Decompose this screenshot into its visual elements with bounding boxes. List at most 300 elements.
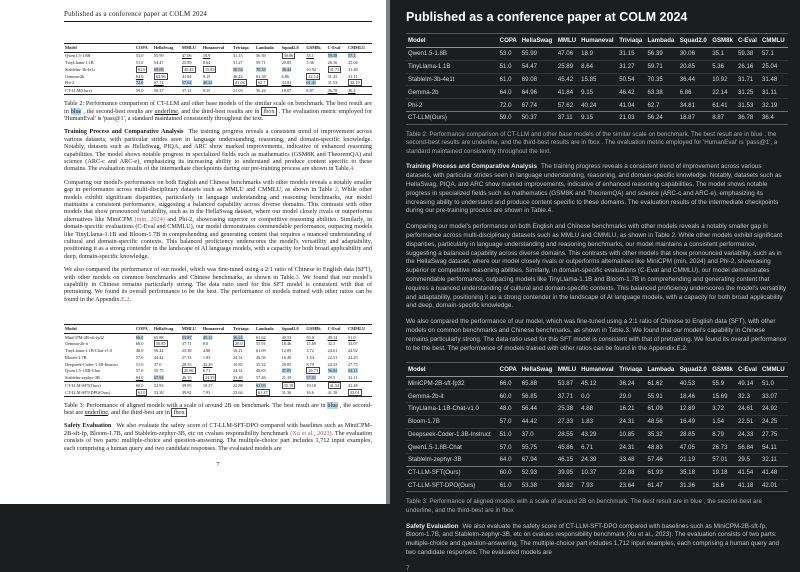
table-row xyxy=(64,334,372,341)
model-name: Phi-2 xyxy=(65,80,75,86)
metric-value: 12.89 xyxy=(678,402,711,415)
marked-value-blue: 70.35 xyxy=(256,66,266,72)
metric-value: 31.15 xyxy=(617,48,645,61)
column-header: Model xyxy=(406,363,498,377)
metric-value: 41.18 xyxy=(327,389,338,395)
metric-value: 10.37 xyxy=(579,466,617,479)
metric-value: 45.42 xyxy=(556,73,579,86)
text-run: blue xyxy=(70,107,82,115)
metric-value: 3.72 xyxy=(710,402,736,415)
metric-value: 20.85 xyxy=(678,60,711,73)
metric-value: 36.78 xyxy=(736,111,760,124)
model-name: CT-LLM(Ours) xyxy=(64,87,135,95)
metric-value: 18.46 xyxy=(678,390,711,403)
text-run: . We found that our model's capability in Chinese remains particularly strong. The data ratio used for this SFT model is consistent with that of pretraining. We found its overall performance to be the best. The performance of models trained with other ratios can be found in the Appendix. xyxy=(64,273,372,303)
metric-value: 36.44 xyxy=(678,73,711,86)
marked-value-box: 41.54 xyxy=(329,382,340,388)
marked-value-ul: 43.29 xyxy=(202,361,213,367)
metric-value xyxy=(347,80,372,87)
metric-value: 3.72 xyxy=(306,348,314,354)
table-row xyxy=(406,390,788,403)
marked-value-blue: 57.62 xyxy=(181,80,192,86)
text-run: fbox xyxy=(263,107,275,115)
metric-value: 39.95 xyxy=(556,466,579,479)
metric-value: 8.64 xyxy=(579,60,617,73)
metric-value: 39.95 xyxy=(181,382,202,389)
paragraph-safety-evaluation xyxy=(406,523,788,558)
table-row xyxy=(64,52,372,59)
text-run: blue xyxy=(690,498,703,506)
text-run: . xyxy=(685,344,688,352)
metric-value: 54.47 xyxy=(520,60,556,73)
metric-value: 56.24 xyxy=(255,87,281,95)
model-name: CT-LLM-SFT-DPO(Ours) xyxy=(65,389,111,395)
metric-value: 37.11 xyxy=(181,87,202,95)
paragraph-benchmark-comparison xyxy=(406,223,788,311)
metric-value: 25.89 xyxy=(556,60,579,73)
metric-value: 32.19 xyxy=(760,99,788,112)
internal-ref-link[interactable]: 2 xyxy=(334,186,338,194)
metric-value: 50.37 xyxy=(520,111,556,124)
marked-value-box: 31.71 xyxy=(329,66,340,72)
metric-value xyxy=(135,66,153,73)
table-header-row xyxy=(64,44,372,53)
metric-value: 31.48 xyxy=(760,73,788,86)
column-header: Triviaqa xyxy=(617,363,645,377)
metric-value: 31.36 xyxy=(281,389,292,395)
metric-value: 24.31 xyxy=(617,415,645,428)
metric-value: 28.55 xyxy=(556,428,579,441)
marked-value-box: 61.0 xyxy=(137,66,146,72)
metric-value xyxy=(135,334,153,341)
column-header: GSM8k xyxy=(305,44,326,53)
metric-value: 47.06 xyxy=(556,48,579,61)
metric-value: 44.42 xyxy=(153,354,164,360)
metric-value: 31.11 xyxy=(347,73,358,79)
table-row xyxy=(406,415,788,428)
metric-value: 35.18 xyxy=(678,466,711,479)
paragraph-lead: Training Process and Comparative Analysis xyxy=(406,163,537,171)
metric-value: 70.35 xyxy=(646,73,678,86)
metric-value: 55.9 xyxy=(710,377,736,390)
model-name: Qwen1.5-1.8B xyxy=(65,53,91,59)
text-run: We also evaluate the safety score of CT-LLM-SFT-DPO compared with baselines such as MiniCPM-2B-sft-fp, Bloom-1.7B, and Stablelm-zephyr-3B, etc on cvalues responsibility benchmark xyxy=(406,522,767,539)
internal-ref-link[interactable]: 3 xyxy=(625,327,629,335)
text-run: . While other models exhibit significant disparities, particularly in language understanding and reasoning benchmarks, our model maintains a consistent performance, suggesting a balanced capability across diverse domains. This contrasts with other models that show pronounced variability, such as in the HellaSwag dataset, where our model closely rivals or outperforms alternatives like MiniCPM xyxy=(64,186,372,223)
metric-value: 24.61 xyxy=(327,348,338,354)
column-header: HellaSwag xyxy=(153,325,181,334)
metric-value: 10.85 xyxy=(617,428,645,441)
metric-value: 48.0 xyxy=(135,348,144,354)
model-name: TinyLlama-1.1B xyxy=(406,60,498,73)
metric-value xyxy=(153,374,181,381)
metric-value: 19.18 xyxy=(305,382,326,389)
metric-value: 10.92 xyxy=(710,73,736,86)
table-row xyxy=(64,80,372,87)
marked-value-ul: 61.62 xyxy=(256,334,266,340)
marked-value-box: 30.06 xyxy=(283,53,294,59)
metric-value xyxy=(281,52,306,59)
table-row xyxy=(406,454,788,467)
metric-value xyxy=(255,66,281,73)
metric-value xyxy=(202,334,232,341)
metric-value xyxy=(281,66,306,73)
metric-value: 35.32 xyxy=(646,428,678,441)
model-name: Phi-2 xyxy=(406,99,498,112)
metric-value: 24.31 xyxy=(233,368,243,374)
table-row xyxy=(406,60,788,73)
internal-ref-link[interactable]: 2 xyxy=(671,232,676,240)
marked-value-ul: 67.74 xyxy=(153,80,164,86)
marked-value-box: 42.01 xyxy=(349,389,360,395)
metric-value xyxy=(255,80,281,87)
metric-value xyxy=(255,334,281,341)
metric-value xyxy=(347,368,372,375)
metric-value: 37.71 xyxy=(181,341,192,347)
metric-value: 31.27 xyxy=(233,60,243,66)
internal-ref-link[interactable]: 4 xyxy=(547,207,552,215)
metric-value: 20.85 xyxy=(281,60,292,66)
metric-value xyxy=(135,374,153,381)
text-run: . xyxy=(551,207,553,215)
text-run: The training progress reveals a consistent trend of improvement across various datasets, with particular strides seen in language understanding, reasoning, and domain-specific knowledge. Notably, datasets such as HellaSwag, PIQA, and ARC show marked improvements, indicative of enhanced reasoning capabilities. The model shows notable progress in specialized fields such as mathematics (GSM8K and TheoremQA) and science (ARC-c and ARC-e), emphasizing its increasing ability to understand and produce content specific to these domains. The evaluation results of the intermediate checkpoints during our pre-training process are shown in Table. xyxy=(64,128,372,173)
metric-value: 41.18 xyxy=(736,479,760,492)
metric-value xyxy=(202,66,232,73)
citation-link[interactable]: (min, 2024) xyxy=(673,258,706,266)
metric-value: 36.4 xyxy=(760,111,788,124)
text-run: . xyxy=(353,165,355,173)
table-row xyxy=(64,368,372,375)
metric-value: 59.71 xyxy=(646,60,678,73)
metric-value: 25.89 xyxy=(181,60,192,66)
metric-value xyxy=(232,66,255,73)
metric-value: 28.55 xyxy=(181,361,192,367)
metric-value: 51.0 xyxy=(498,428,520,441)
metric-value xyxy=(232,80,255,87)
metric-value xyxy=(305,368,326,375)
metric-value: 57.01 xyxy=(710,454,736,467)
model-name: CT-LLM(Ours) xyxy=(406,111,498,124)
metric-value: 29.5 xyxy=(327,375,336,381)
metric-value: 15.69 xyxy=(306,341,317,347)
text-run: underline xyxy=(84,409,108,417)
metric-value xyxy=(202,374,232,381)
metric-value: 21.19 xyxy=(678,454,711,467)
metric-value: 54.47 xyxy=(153,60,164,66)
marked-value-ul: 33.48 xyxy=(233,375,243,381)
model-name: Stablelm-zephyr-3B xyxy=(406,454,498,467)
metric-value xyxy=(202,80,232,87)
metric-value: 8.79 xyxy=(710,428,736,441)
paper-page-light xyxy=(0,0,386,504)
metric-value xyxy=(181,66,202,73)
table-row xyxy=(64,354,372,361)
metric-value: 57.62 xyxy=(556,99,579,112)
metric-value: 22.88 xyxy=(617,466,645,479)
metric-value: 63.38 xyxy=(646,86,678,99)
metric-value: 56.85 xyxy=(520,390,556,403)
metric-value: 29.5 xyxy=(736,454,760,467)
metric-value: 55.99 xyxy=(520,48,556,61)
table-row xyxy=(64,87,372,95)
paragraph-safety-evaluation xyxy=(64,422,372,452)
metric-value: 23.64 xyxy=(233,389,243,395)
metric-value: 64.0 xyxy=(498,86,520,99)
running-head: Published as a conference paper at COLM 2024 xyxy=(406,10,688,24)
column-header: MMLU xyxy=(556,363,579,377)
marked-value-box: 35.18 xyxy=(283,382,294,388)
column-header: Squad2.0 xyxy=(678,363,711,377)
metric-value: 57.0 xyxy=(135,354,144,360)
paragraph-training-analysis xyxy=(406,163,788,216)
metric-value: 31.53 xyxy=(736,99,760,112)
table-2 xyxy=(406,33,788,125)
text-run: We also evaluate the safety score of CT-LLM-SFT-DPO compared with baselines such as MiniCPM-2B-sft-fp, Bloom-1.7B, and Stablelm-zephyr-3B, etc on cvalues responsibility benchmark xyxy=(64,422,372,437)
internal-ref-link[interactable]: 4 xyxy=(350,165,354,173)
marked-value-box: 45.86 xyxy=(183,368,194,374)
table-row xyxy=(64,374,372,381)
text-run: We also compared the performance of our model, which was fine-tuned using a 2:1 ratio of Chinese to English data (SFT), with other models on common benchmarks and Chinese benchmarks, as shown in Table. xyxy=(406,318,776,335)
metric-value: 27.75 xyxy=(760,428,788,441)
metric-value: 52.93 xyxy=(153,382,181,389)
marked-value-box: 24.39 xyxy=(204,375,215,381)
metric-value: 61.0 xyxy=(498,73,520,86)
marked-value-ul: 55.9 xyxy=(306,334,314,340)
metric-value: 24.31 xyxy=(233,354,243,360)
marked-value-ul: 46.15 xyxy=(181,375,192,381)
metric-value: 32.3 xyxy=(327,341,336,347)
marked-value-ul: 18.9 xyxy=(202,53,211,59)
marked-value-ul: 46.42 xyxy=(233,73,243,79)
model-name: Gemma-2b-it xyxy=(65,341,89,347)
text-run: blue xyxy=(750,130,763,138)
text-run: . While other models exhibit significant disparities, particularly in language understanding and reasoning benchmarks, our model maintains a consistent performance, suggesting a balanced capability across diverse domains. This contrasts with other models that show pronounced variability, such as in the HellaSwag dataset, where our model closely rivals or outperforms alternatives like MiniCPM xyxy=(406,232,783,266)
metric-value: 51.0 xyxy=(498,60,520,73)
model-name: Gemma-2b xyxy=(65,73,85,79)
citation-link[interactable]: (min, 2024) xyxy=(134,215,165,223)
text-run: . We found that our model's capability in Chinese remains particularly strong. The data ratio used for this SFT model is consistent with that of pretraining. We found its overall performance to be the best. The performance of models trained with other ratios can be found in the Appendix. xyxy=(406,327,787,352)
text-run: , and the third-best results are in xyxy=(497,139,588,147)
metric-value: 53.87 xyxy=(556,377,579,390)
metric-value xyxy=(153,66,181,73)
marked-value-blue: 69.08 xyxy=(153,66,164,72)
metric-value: 27.75 xyxy=(347,361,358,367)
metric-value xyxy=(281,382,306,389)
metric-value: 67.94 xyxy=(520,454,556,467)
metric-value: 9.15 xyxy=(579,111,617,124)
text-run: . xyxy=(129,295,132,303)
metric-value: 41.48 xyxy=(347,382,372,389)
metric-value: 30.06 xyxy=(678,48,711,61)
column-header: C-Eval xyxy=(327,325,347,334)
metric-value: 59.0 xyxy=(135,87,153,95)
metric-value xyxy=(153,341,181,348)
metric-value: 48.83 xyxy=(256,368,266,374)
internal-ref-link[interactable]: E.2 xyxy=(121,295,130,303)
metric-value: 41.04 xyxy=(617,99,645,112)
metric-value: 24.92 xyxy=(347,348,358,354)
metric-value xyxy=(181,368,202,375)
metric-value xyxy=(232,341,255,348)
column-header: Humaneval xyxy=(579,363,617,377)
table-row xyxy=(64,341,372,348)
metric-value: 61.47 xyxy=(646,479,678,492)
column-header: Squad2.0 xyxy=(678,34,711,48)
metric-value: 51.0 xyxy=(135,60,144,66)
column-header: Model xyxy=(64,44,135,53)
metric-value xyxy=(202,52,232,59)
metric-value: 60.0 xyxy=(135,341,144,347)
metric-value: 42.01 xyxy=(760,479,788,492)
metric-value xyxy=(281,80,306,87)
marked-value-blue: 54.11 xyxy=(347,368,358,374)
metric-value xyxy=(327,87,347,95)
text-run: . The evaluation metric employed for 'HumanEval' is 'pass@1', a standard maintained consistently throughout the text. xyxy=(406,139,778,155)
marked-value-blue: 59.38 xyxy=(327,53,338,59)
column-header: COPA xyxy=(498,363,520,377)
metric-value: 69.08 xyxy=(520,73,556,86)
page-number: 7 xyxy=(216,461,220,469)
metric-value xyxy=(305,374,326,381)
metric-value: 55.75 xyxy=(520,441,556,454)
marked-value-box: 41.04 xyxy=(235,80,245,86)
marked-value-blue: 72.0 xyxy=(135,80,144,86)
paragraph-lead: Safety Evaluation xyxy=(64,422,112,430)
citation-link[interactable]: (Xu et al., 2023) xyxy=(290,429,332,437)
metric-value xyxy=(255,389,281,396)
metric-value: 47.05 xyxy=(678,441,711,454)
metric-value: 7.93 xyxy=(579,479,617,492)
metric-value: 1.83 xyxy=(579,415,617,428)
metric-value xyxy=(327,368,347,375)
column-header: HellaSwag xyxy=(520,34,556,48)
table-header-row xyxy=(64,325,372,334)
citation-link[interactable]: (Xu et al., 2023) xyxy=(626,531,672,539)
table-row xyxy=(406,402,788,415)
metric-value xyxy=(181,80,202,87)
metric-value: 21.03 xyxy=(617,111,645,124)
model-name: TinyLlama-1.1B-Chat-v1.0 xyxy=(406,402,498,415)
metric-value: 53.0 xyxy=(498,48,520,61)
marked-value-box: 56.85 xyxy=(155,341,166,347)
metric-value: 56.84 xyxy=(736,441,760,454)
column-header: Humaneval xyxy=(202,44,232,53)
metric-value: 61.09 xyxy=(256,348,266,354)
model-name: Stablelm-3b-4e1t xyxy=(65,66,95,72)
metric-value: 32.11 xyxy=(760,454,788,467)
model-name: TinyLlama-1.1B xyxy=(65,60,94,66)
metric-value: 9.15 xyxy=(202,73,211,79)
metric-value: 43.29 xyxy=(579,428,617,441)
table-2-caption xyxy=(64,100,372,122)
column-header: MMLU xyxy=(181,44,202,53)
metric-value: 55.91 xyxy=(256,341,266,347)
metric-value xyxy=(347,87,372,95)
metric-value: 53.38 xyxy=(153,389,164,395)
model-name: CT-LLM-SFT(Ours) xyxy=(64,382,135,389)
metric-value: 57.1 xyxy=(760,48,788,61)
internal-ref-link[interactable]: E.2 xyxy=(676,344,686,352)
paragraph-benchmark-comparison xyxy=(64,179,372,260)
text-run: , the second-best results are xyxy=(406,130,777,147)
metric-value: 0.0 xyxy=(579,390,617,403)
internal-ref-link[interactable]: 3 xyxy=(295,273,299,281)
metric-value: 56.39 xyxy=(256,53,266,59)
model-name: CT-LLM-SFT-DPO(Ours) xyxy=(406,479,498,492)
metric-value: 41.48 xyxy=(760,466,788,479)
metric-value: 66.0 xyxy=(498,377,520,390)
metric-value: 25.04 xyxy=(760,60,788,73)
marked-value-blue: 53.87 xyxy=(181,334,192,340)
metric-value: 37.0 xyxy=(153,361,162,367)
text-run: , the second-best are xyxy=(64,401,372,417)
metric-value: 22.14 xyxy=(710,86,736,99)
metric-value: 24.25 xyxy=(347,354,358,360)
metric-value: 55.91 xyxy=(646,390,678,403)
marked-value-box: 29.0 xyxy=(235,341,243,347)
metric-value: 57.0 xyxy=(498,441,520,454)
text-run: fbox xyxy=(587,139,600,147)
table-row xyxy=(64,66,372,73)
metric-value: 33.48 xyxy=(617,454,645,467)
marked-value-blue: 36.24 xyxy=(233,334,243,340)
metric-value: 25.38 xyxy=(181,348,192,354)
metric-value: 37.11 xyxy=(556,111,579,124)
marked-value-box: 15.85 xyxy=(204,66,215,72)
metric-value: 25.38 xyxy=(556,402,579,415)
paragraph-lead: Training Process and Comparative Analysis xyxy=(64,128,184,136)
metric-value xyxy=(135,73,153,80)
metric-value: 39.82 xyxy=(556,479,579,492)
text-run: , the second-best are xyxy=(702,498,762,506)
metric-value: 16.49 xyxy=(678,415,711,428)
paragraph-training-analysis xyxy=(64,128,372,172)
marked-value-ul: 64.0 xyxy=(135,73,144,79)
metric-value: 55.75 xyxy=(153,368,164,374)
metric-value: 18.46 xyxy=(281,341,292,347)
metric-value xyxy=(327,52,347,59)
column-header: Model xyxy=(406,34,498,48)
metric-value: 35.32 xyxy=(256,361,266,367)
metric-value xyxy=(305,52,326,59)
metric-value: 22.51 xyxy=(327,354,338,360)
table-3-caption xyxy=(406,498,788,515)
metric-value: 23.64 xyxy=(617,479,645,492)
table-2 xyxy=(64,43,372,95)
marked-value-blue: 50.54 xyxy=(233,66,243,72)
column-header: Triviaqa xyxy=(232,325,255,334)
metric-value: 41.84 xyxy=(556,86,579,99)
marked-value-blue: 61.41 xyxy=(306,80,317,86)
metric-value: 16.6 xyxy=(306,389,314,395)
metric-value xyxy=(305,73,326,80)
metric-value: 57.46 xyxy=(646,454,678,467)
metric-value: 16.49 xyxy=(281,354,292,360)
column-header: COPA xyxy=(135,325,153,334)
metric-value: 36.24 xyxy=(617,377,645,390)
metric-value: 10.92 xyxy=(306,66,317,72)
metric-value: 15.85 xyxy=(579,73,617,86)
model-name: CT-LLM-SFT(Ours) xyxy=(406,466,498,479)
model-name: Gemma-2b xyxy=(406,86,498,99)
metric-value: 24.61 xyxy=(736,402,760,415)
marked-value-ul: 49.14 xyxy=(327,334,338,340)
metric-value: 4.88 xyxy=(202,348,211,354)
metric-value: 53.38 xyxy=(520,479,556,492)
column-header: Model xyxy=(64,325,135,334)
text-run: Comparing our model's performance on both English and Chinese benchmarks with other models reveals a notably smaller gap in performance across multi-disciplinary datasets such as MMLU and CMMLU, as shown in Table xyxy=(64,178,372,194)
model-name: Stablelm-3b-4e1t xyxy=(406,73,498,86)
